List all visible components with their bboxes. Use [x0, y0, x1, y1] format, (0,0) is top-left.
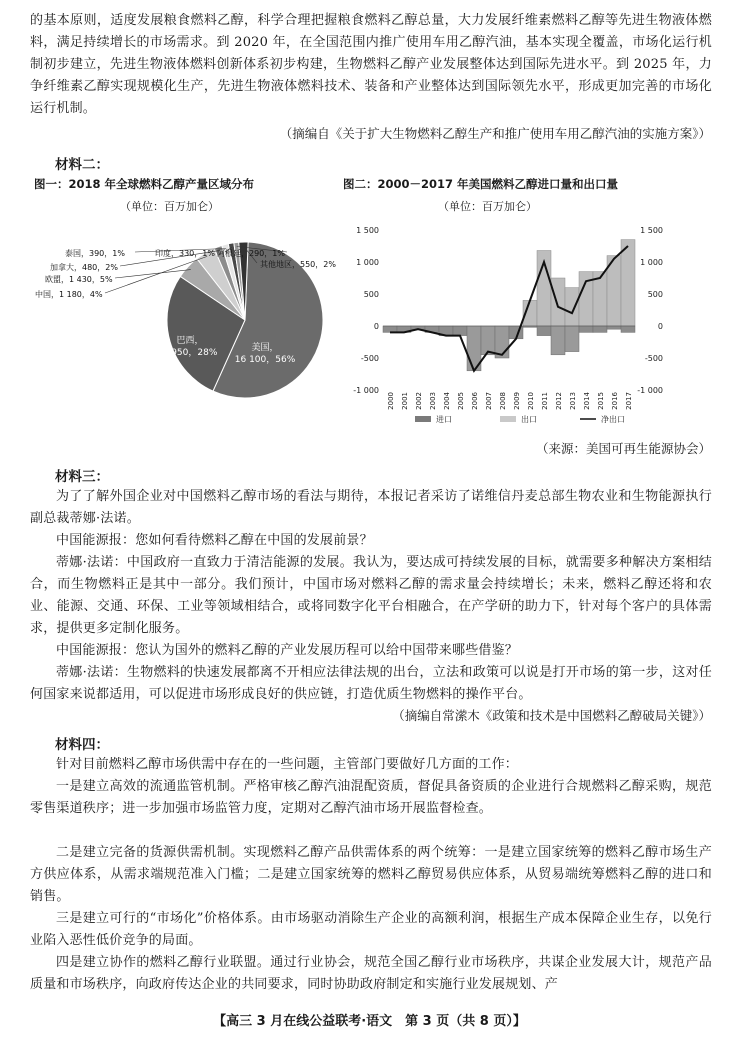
y-tick-left: -500 — [360, 354, 379, 363]
pie-label-巴西: 巴西， — [176, 336, 204, 346]
import-bar — [593, 326, 607, 332]
x-tick-label: 2007 — [485, 392, 493, 410]
y-tick-right: 500 — [647, 290, 663, 299]
legend-label-净出口: 净出口 — [601, 415, 625, 424]
pie-chart — [35, 225, 355, 415]
m4-point-3: 三是建立可行的“市场化”价格体系。由市场驱动消除生产企业的高额利润，根据生产成本保障企业生存，以免行业陷入恶性低价竞争的局面。 — [30, 911, 712, 948]
x-tick-label: 2001 — [401, 392, 409, 410]
y-tick-left: 0 — [373, 322, 379, 331]
import-bar — [537, 326, 551, 336]
export-bar — [551, 278, 565, 326]
pie-label-美国: 美国， — [251, 343, 279, 353]
y-tick-right: 1 500 — [640, 226, 663, 235]
m3-answer-2: 蒂娜·法诺：生物燃料的快速发展都离不开相应法律法规的出台，立法和政策可以说是打开市场的第一步，这对任何国家来说都适用，可以促进市场形成良好的供应链，打造优质生物燃料的操作平台。 — [30, 665, 712, 702]
x-tick-label: 2017 — [625, 392, 633, 410]
material2-heading: 材料二： — [55, 157, 109, 173]
pie-value-巴西: 7 950，28% — [162, 348, 218, 358]
m4-point-2: 二是建立完备的货源供需机制。实现燃料乙醇产品供需体系的两个统筹：一是建立国家统筹的燃料乙醇市场生产方供应体系，从需求端规范准入门槛；二是建立国家统筹的燃料乙醇贸易供应体系，从贸易端统筹燃料乙醇的进口和销售。 — [30, 845, 712, 904]
pie-label-阿根廷: 阿根廷，290，1% — [217, 249, 285, 258]
x-tick-label: 2015 — [597, 392, 605, 410]
x-tick-label: 2013 — [569, 392, 577, 410]
y-tick-left: 1 000 — [356, 258, 379, 267]
import-bar — [453, 326, 467, 336]
pie-label-印度: 印度，330，1% — [155, 249, 215, 258]
import-bar — [551, 326, 565, 355]
legend-label-进口: 进口 — [436, 415, 452, 424]
x-tick-label: 2000 — [387, 392, 395, 410]
x-tick-label: 2005 — [457, 392, 465, 410]
intro-paragraph: 的基本原则，适度发展粮食燃料乙醇，科学合理把握粮食燃料乙醇总量，大力发展纤维素燃料乙醇等先进生物液体燃料，满足持续增长的市场需求。到 2020 年，在全国范围内推广使用车用乙醇汽油，基本实现全覆盖，市场化运行机制初步建立，先进生物液体燃料创新体系初步构建，生物燃料乙醇产业发展整体达到国际先进水平。到 2025 年，力争纤维素乙醇实现规模化生产，先进生物液体燃料技术、装备和产业整体达到国际领先水平，形成更加完善的市场化运行机制。 — [30, 13, 712, 116]
x-tick-label: 2012 — [555, 392, 563, 410]
material2-source: （来源：美国可再生能源协会） — [535, 441, 711, 456]
fig2-unit: （单位：百万加仑） — [438, 200, 537, 213]
material3-heading: 材料三： — [55, 469, 109, 485]
x-tick-label: 2004 — [443, 392, 451, 410]
x-tick-label: 2016 — [611, 392, 619, 410]
y-tick-right: -1 000 — [637, 386, 663, 395]
page-footer: 【高三 3 月在线公益联考·语文 第 3 页（共 8 页）】 — [213, 1014, 526, 1029]
legend-swatch-进口 — [415, 416, 431, 422]
y-tick-left: -1 000 — [353, 386, 379, 395]
m3-answer-1: 蒂娜·法诺：中国政府一直致力于清洁能源的发展。我认为，要达成可持续发展的目标，就需要多种解决方案相结合，而生物燃料正是其中一部分。我们预计，中国市场对燃料乙醇的需求量会持续增长；未来，燃料乙醇还将和农业、能源、交通、环保、工业等领域相结合，或将同数字化平台相融合，在产学研的助力下，针对每个客户的具体需求，提供更多定制化服务。 — [30, 555, 712, 636]
pie-label-中国: 中国，1 180，4% — [35, 290, 103, 299]
m4-point-4: 四是建立协作的燃料乙醇行业联盟。通过行业协会，规范全国乙醇行业市场秩序，共谋企业发展大计，规范产品质量和市场秩序，向政府传达企业的共同要求，同时协助政府制定和实施行业发展规划、产 — [30, 955, 712, 992]
pie-label-欧盟: 欧盟，1 430，5% — [45, 275, 113, 284]
x-tick-label: 2011 — [541, 392, 549, 410]
m4-intro: 针对目前燃料乙醇市场供需中存在的一些问题，主管部门要做好几方面的工作： — [56, 757, 519, 772]
pie-leader-欧盟 — [115, 270, 191, 278]
material3-source: （摘编自常潆木《政策和技术是中国燃料乙醇破局关键》） — [392, 708, 711, 723]
x-tick-label: 2006 — [471, 392, 479, 410]
material1-source: （摘编自《关于扩大生物燃料乙醇生产和推广使用车用乙醇汽油的实施方案》） — [279, 126, 711, 141]
y-tick-right: 0 — [657, 322, 663, 331]
y-tick-left: 1 500 — [356, 226, 379, 235]
pie-value-美国: 16 100，56% — [234, 355, 296, 365]
bar-chart — [345, 222, 725, 432]
import-bar — [607, 326, 621, 329]
m3-question-1: 中国能源报：您如何看待燃料乙醇在中国的发展前景？ — [56, 533, 373, 548]
x-tick-label: 2014 — [583, 392, 591, 410]
pie-label-泰国: 泰国，390，1% — [65, 249, 125, 258]
x-tick-label: 2003 — [429, 392, 437, 410]
pie-label-其他地区: 其他地区，550，2% — [260, 260, 336, 269]
m3-paragraph-1: 为了了解外国企业对中国燃料乙醇市场的看法与期待，本报记者采访了诺维信丹麦总部生物农业和生物能源执行副总裁蒂娜·法诺。 — [30, 489, 712, 526]
import-bar — [481, 326, 495, 355]
export-bar — [565, 288, 579, 326]
import-bar — [621, 326, 635, 332]
material4-heading: 材料四： — [55, 737, 109, 753]
y-tick-right: 1 000 — [640, 258, 663, 267]
import-bar — [579, 326, 593, 332]
y-tick-left: 500 — [363, 290, 379, 299]
legend-swatch-出口 — [500, 416, 516, 422]
fig1-title: 图一：2018 年全球燃料乙醇产量区域分布 — [34, 177, 255, 191]
x-tick-label: 2009 — [513, 392, 521, 410]
fig2-title: 图二：2000－2017 年美国燃料乙醇进口量和出口量 — [343, 177, 619, 191]
fig1-unit: （单位：百万加仑） — [120, 200, 219, 213]
m3-question-2: 中国能源报：您认为国外的燃料乙醇的产业发展历程可以给中国带来哪些借鉴？ — [56, 643, 519, 658]
legend-label-出口: 出口 — [521, 415, 537, 424]
y-tick-right: -500 — [644, 354, 663, 363]
m4-point-1: 一是建立高效的流通监管机制。严格审核乙醇汽油混配资质，督促具备资质的企业进行合规燃料乙醇采购，规范零售渠道秩序；进一步加强市场监管力度，定期对乙醇汽油市场开展监督检查。 — [30, 779, 712, 816]
import-bar — [565, 326, 579, 352]
x-tick-label: 2002 — [415, 392, 423, 410]
x-tick-label: 2008 — [499, 392, 507, 410]
x-tick-label: 2010 — [527, 392, 535, 410]
pie-label-加拿大: 加拿大，480，2% — [50, 263, 118, 272]
export-bar — [621, 240, 635, 326]
